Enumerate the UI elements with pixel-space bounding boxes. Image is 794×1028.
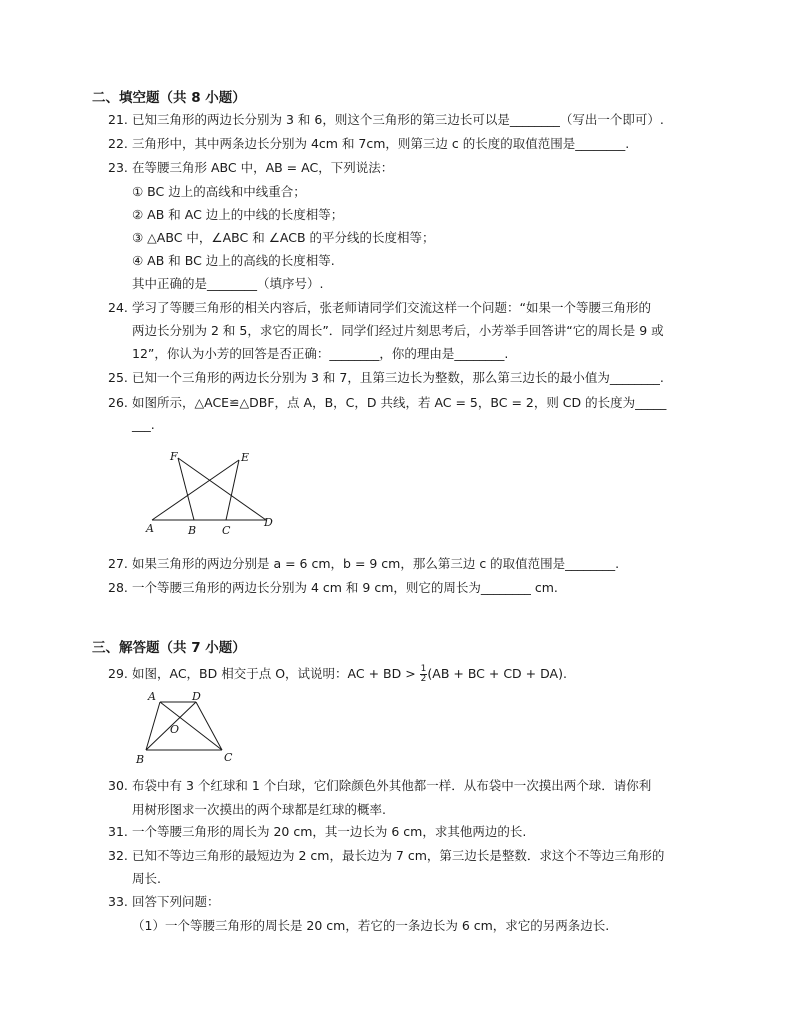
line-ec (226, 460, 239, 520)
label-a: A (146, 522, 154, 535)
label-b: B (188, 524, 197, 537)
q23-option-3: ③ △ABC 中，∠ABC 和 ∠ACB 的平分线的长度相等； (132, 230, 435, 245)
q26-line-2: ___. (132, 417, 155, 432)
question-27: 27. 如果三角形的两边分别是 a = 6 cm，b = 9 cm，那么第三边 c 的取值范围是________. (108, 556, 620, 571)
label-f: F (170, 450, 178, 463)
line-ae (152, 460, 239, 520)
q23-tail: 其中正确的是________（填序号）. (132, 276, 324, 291)
question-29: 29. 如图，AC，BD 相交于点 O，试说明：AC + BD > $\frac{1}{2}$ (AB + BC + CD + DA). (108, 664, 567, 684)
question-24: 24. 学习了等腰三角形的相关内容后，张老师请同学们交流这样一个问题：“如果一个等腰三角形的 (108, 300, 651, 315)
line-dc (196, 702, 222, 750)
q23-option-4: ④ AB 和 BC 边上的高线的长度相等. (132, 253, 335, 268)
q24-line-2: 两边长分别为 2 和 5，求它的周长”．同学们经过片刻思考后，小芳举手回答讲“它的周长是 9 或 (132, 323, 664, 338)
label-e: E (241, 451, 250, 464)
q33-sub-1: （1）一个等腰三角形的周长是 20 cm，若它的一条边长为 6 cm，求它的另两条边长. (132, 918, 610, 933)
question-31: 31. 一个等腰三角形的周长为 20 cm，其一边长为 6 cm，求其他两边的长. (108, 824, 527, 839)
q29-figure (134, 688, 244, 768)
q26-figure (140, 446, 280, 538)
q23-option-2: ② AB 和 AC 边上的中线的长度相等； (132, 207, 344, 222)
label-d: D (192, 690, 201, 703)
label-b: B (136, 753, 145, 766)
label-o: O (170, 723, 180, 736)
question-25: 25. 已知一个三角形的两边长分别为 3 和 7，且第三边长为整数，那么第三边长的最小值为________. (108, 370, 664, 385)
q30-line-2: 用树形图求一次摸出的两个球都是红球的概率. (132, 802, 386, 817)
question-33: 33. 回答下列问题： (108, 894, 220, 909)
question-32: 32. 已知不等边三角形的最短边为 2 cm，最长边为 7 cm，第三边长是整数．求这个不等边三角形的 (108, 848, 665, 863)
section-title-fill: 二、填空题（共 8 小题） (92, 90, 246, 106)
question-22: 22. 三角形中，其中两条边长分别为 4cm 和 7cm，则第三边 c 的长度的取值范围是________. (108, 136, 630, 151)
question-26: 26. 如图所示，△ACE≌△DBF，点 A，B，C，D 共线，若 AC = 5，BC = 2，则 CD 的长度为_____ (108, 395, 667, 410)
q32-line-2: 周长. (132, 871, 161, 886)
question-23: 23. 在等腰三角形 ABC 中，AB = AC，下列说法： (108, 160, 394, 175)
label-d: D (264, 516, 273, 529)
label-c: C (224, 751, 233, 764)
q23-option-1: ① BC 边上的高线和中线重合； (132, 184, 306, 199)
q24-line-3: 12”，你认为小芳的回答是否正确：________，你的理由是________. (132, 346, 509, 361)
fraction-one-half: $\frac{1}{2}$ (420, 664, 427, 684)
label-c: C (222, 524, 231, 537)
question-28: 28. 一个等腰三角形的两边长分别为 4 cm 和 9 cm，则它的周长为________ cm. (108, 580, 558, 595)
question-21: 21. 已知三角形的两边长分别为 3 和 6，则这个三角形的第三边长可以是________（写出一个即可）. (108, 112, 664, 127)
question-30: 30. 布袋中有 3 个红球和 1 个白球，它们除颜色外其他都一样．从布袋中一次摸出两个球．请你利 (108, 778, 652, 793)
section-title-answer: 三、解答题（共 7 小题） (92, 640, 246, 656)
label-a: A (148, 690, 156, 703)
